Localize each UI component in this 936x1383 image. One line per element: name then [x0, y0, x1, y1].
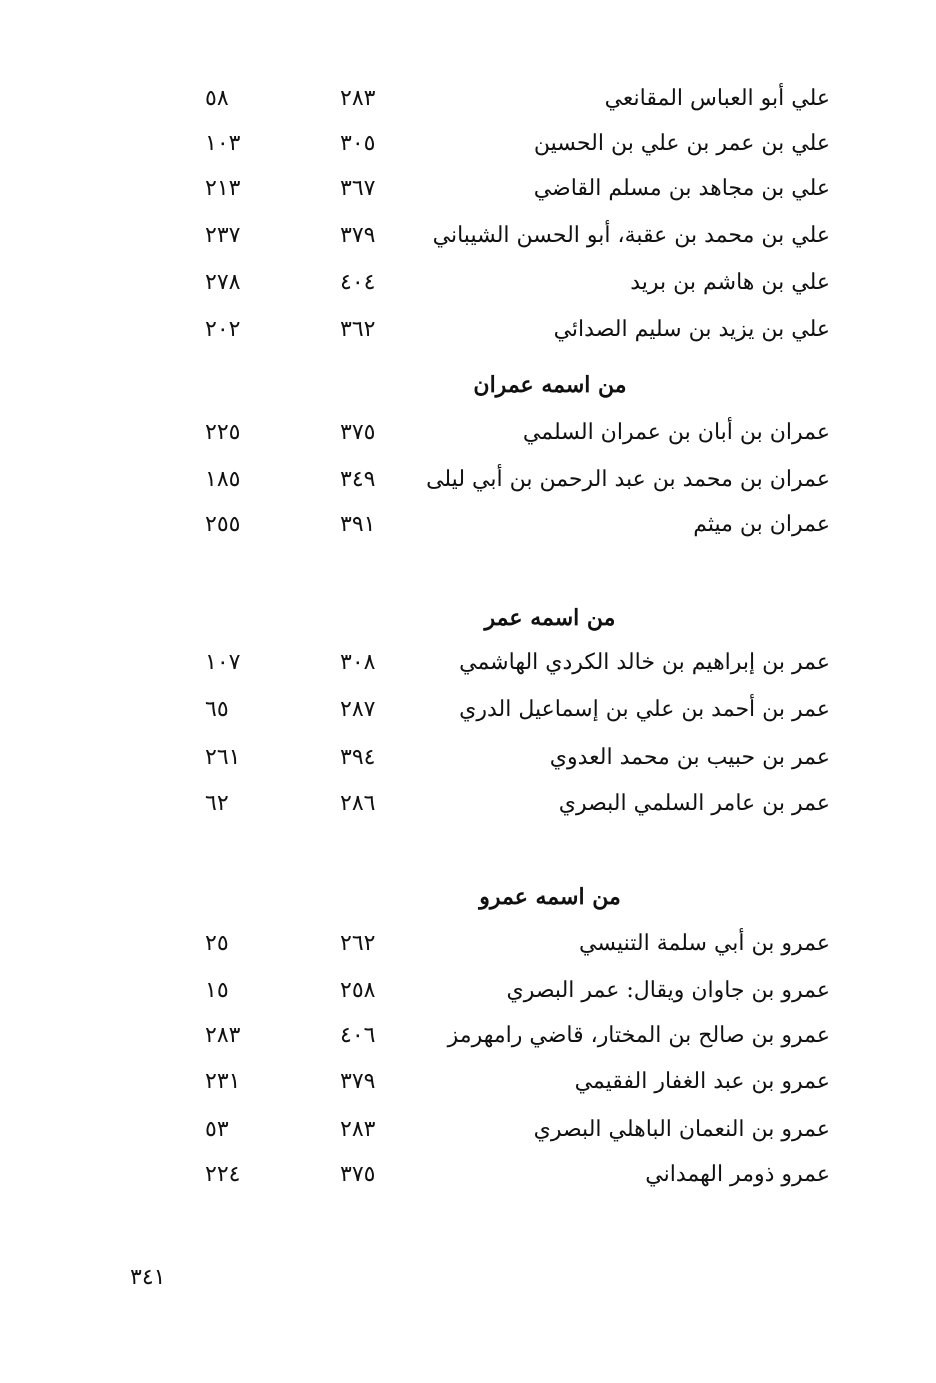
entry-page: ٢١٣ — [205, 176, 241, 201]
entry-page: ٦٥ — [205, 697, 229, 722]
entry-number: ٣٦٢ — [340, 317, 376, 342]
entry-page: ٥٣ — [205, 1117, 229, 1142]
entry-name: علي بن محمد بن عقبة، أبو الحسن الشيباني — [432, 223, 830, 248]
entry-page: ١٠٣ — [205, 131, 241, 156]
entry-name: عمران بن محمد بن عبد الرحمن بن أبي ليلى — [426, 467, 830, 492]
entry-name: عمرو بن صالح بن المختار، قاضي رامهرمز — [447, 1023, 830, 1048]
entry-page: ٢٦١ — [205, 745, 241, 770]
entry-name: عمر بن عامر السلمي البصري — [558, 791, 830, 816]
section-heading: من اسمه عمران — [473, 372, 627, 398]
entry-name: عمرو ذومر الهمداني — [645, 1162, 830, 1187]
entry-number: ٤٠٤ — [340, 270, 376, 295]
entry-page: ٢٢٥ — [205, 420, 241, 445]
index-entry — [150, 1016, 840, 1056]
entry-name: عمرو بن عبد الغفار الفقيمي — [574, 1069, 830, 1094]
entry-number: ٣٤٩ — [340, 467, 376, 492]
entry-name: عمران بن ميثم — [693, 512, 830, 537]
entry-page: ٥٨ — [205, 86, 229, 111]
index-entry — [150, 263, 840, 303]
entry-name: عمرو بن أبي سلمة التنيسي — [579, 931, 830, 956]
entry-number: ٤٠٦ — [340, 1023, 376, 1048]
entry-page: ٦٢ — [205, 791, 229, 816]
entry-number: ٢٨٦ — [340, 791, 376, 816]
index-entry — [150, 643, 840, 683]
entry-name: علي بن عمر بن علي بن الحسين — [533, 131, 830, 156]
index-entry — [150, 1155, 840, 1195]
section-heading: من اسمه عمرو — [479, 884, 621, 910]
index-entry — [150, 310, 840, 350]
index-entry — [150, 971, 840, 1011]
entry-page: ٢٥ — [205, 931, 229, 956]
entry-number: ٢٨٧ — [340, 697, 376, 722]
index-entry — [150, 1062, 840, 1102]
entry-name: علي أبو العباس المقانعي — [604, 86, 830, 111]
entry-number: ٣٦٧ — [340, 176, 376, 201]
entry-name: عمر بن إبراهيم بن خالد الكردي الهاشمي — [459, 650, 830, 675]
entry-number: ٢٨٣ — [340, 86, 376, 111]
entry-number: ٣٠٥ — [340, 131, 376, 156]
entry-number: ٣٧٥ — [340, 1162, 376, 1187]
entry-number: ٢٦٢ — [340, 931, 376, 956]
entry-name: عمر بن حبيب بن محمد العدوي — [549, 745, 830, 770]
entry-page: ٢٠٢ — [205, 317, 241, 342]
entry-number: ٣٧٩ — [340, 1069, 376, 1094]
index-entry — [150, 169, 840, 209]
index-entry — [150, 690, 840, 730]
entry-name: علي بن هاشم بن بريد — [630, 270, 830, 295]
entry-page: ١٥ — [205, 978, 229, 1003]
entry-number: ٣٧٩ — [340, 223, 376, 248]
section-heading: من اسمه عمر — [484, 605, 616, 631]
entry-page: ٢٢٤ — [205, 1162, 241, 1187]
index-entry — [150, 1110, 840, 1150]
entry-name: عمران بن أبان بن عمران السلمي — [522, 420, 830, 445]
entry-page: ٢٣٧ — [205, 223, 241, 248]
page-number: ٣٤١ — [130, 1265, 166, 1290]
index-entry — [150, 460, 840, 500]
entry-page: ١٠٧ — [205, 650, 241, 675]
index-entry — [150, 124, 840, 164]
index-entry — [150, 216, 840, 256]
entry-number: ٣٩٤ — [340, 745, 376, 770]
entry-page: ٢٥٥ — [205, 512, 241, 537]
entry-number: ٣٠٨ — [340, 650, 376, 675]
index-entry — [150, 505, 840, 545]
index-entry — [150, 79, 840, 119]
entry-number: ٢٨٣ — [340, 1117, 376, 1142]
index-entry — [150, 924, 840, 964]
entry-name: عمرو بن النعمان الباهلي البصري — [533, 1117, 830, 1142]
entry-page: ٢٨٣ — [205, 1023, 241, 1048]
entry-page: ٢٧٨ — [205, 270, 241, 295]
entry-page: ١٨٥ — [205, 467, 241, 492]
entry-name: عمر بن أحمد بن علي بن إسماعيل الدري — [459, 697, 830, 722]
index-entry — [150, 784, 840, 824]
entry-name: عمرو بن جاوان ويقال: عمر البصري — [506, 978, 830, 1003]
index-entry — [150, 413, 840, 453]
entry-number: ٢٥٨ — [340, 978, 376, 1003]
entry-page: ٢٣١ — [205, 1069, 241, 1094]
entry-number: ٣٧٥ — [340, 420, 376, 445]
entry-name: علي بن مجاهد بن مسلم القاضي — [533, 176, 830, 201]
entry-name: علي بن يزيد بن سليم الصدائي — [553, 317, 830, 342]
index-entry — [150, 738, 840, 778]
entry-number: ٣٩١ — [340, 512, 376, 537]
